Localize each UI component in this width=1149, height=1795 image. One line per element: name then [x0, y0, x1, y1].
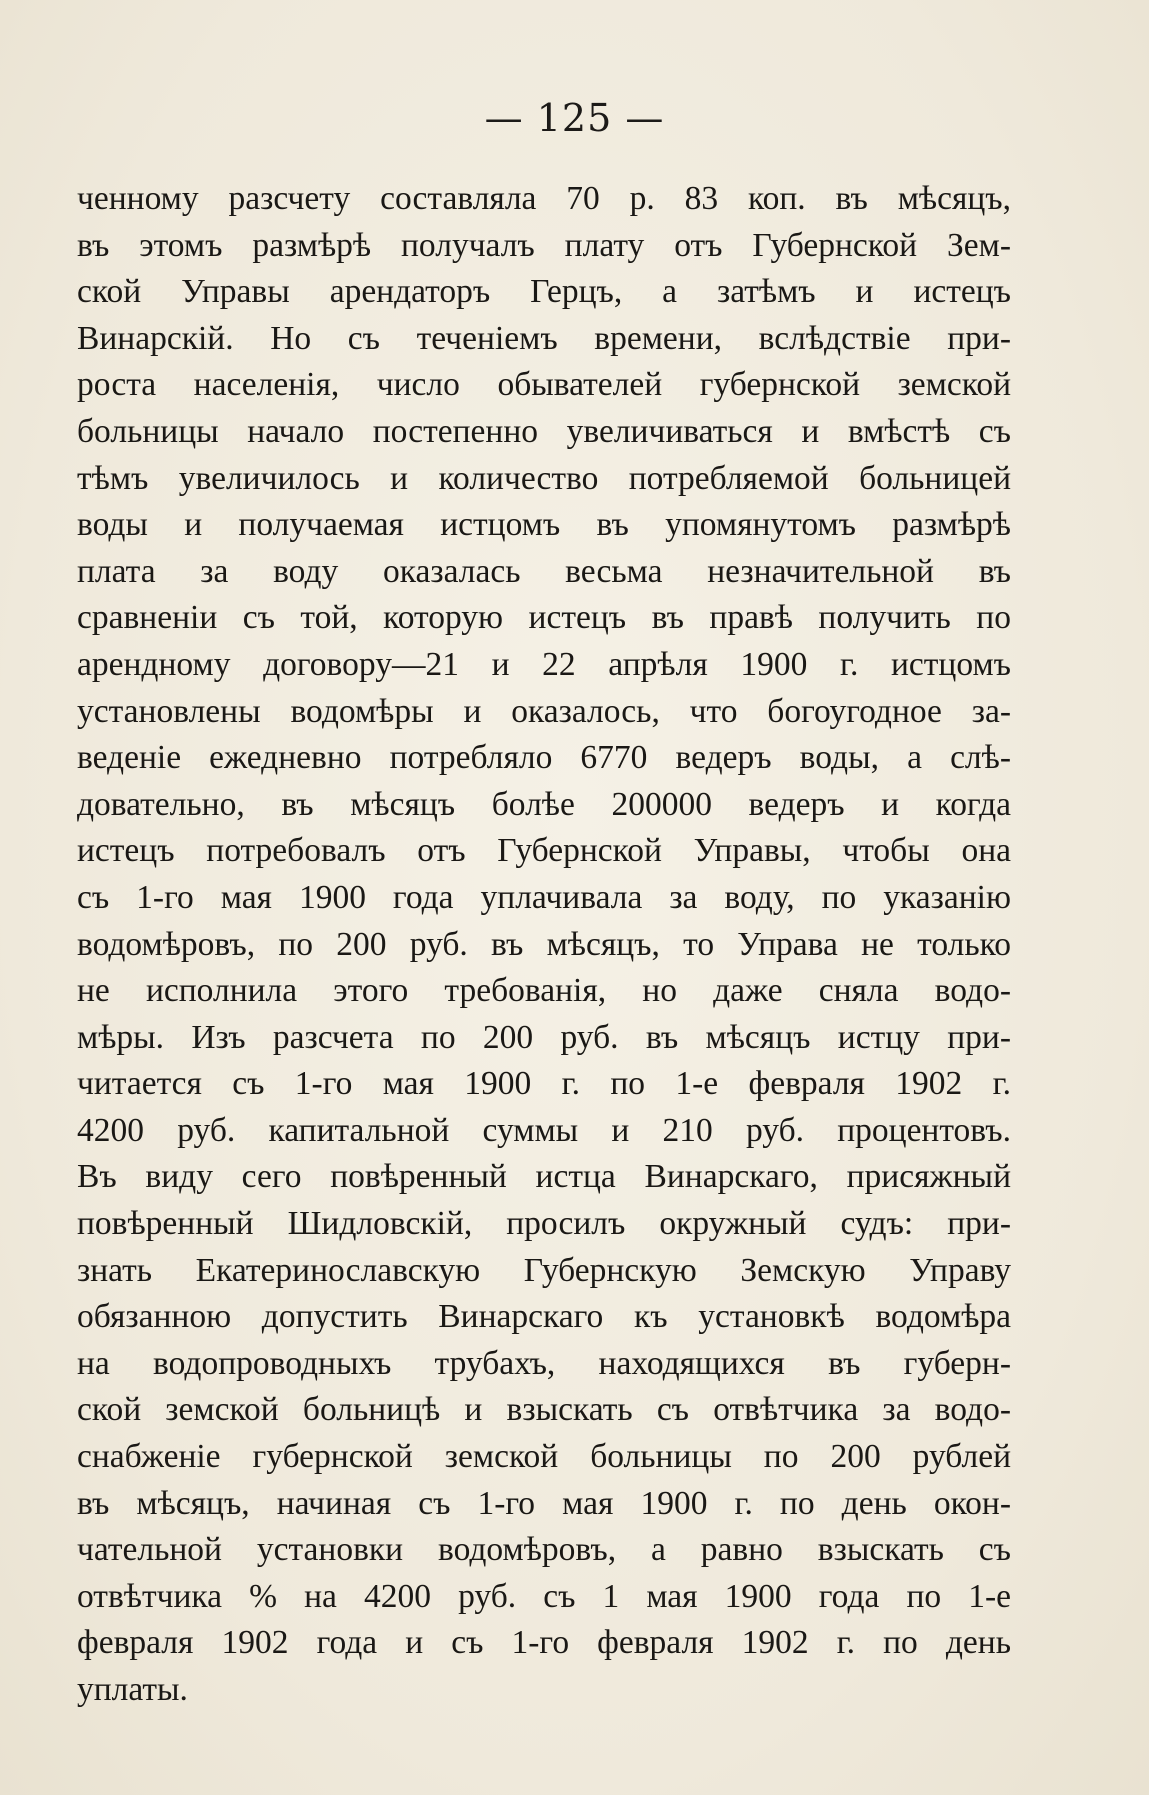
- text-line: обязанною допустить Винарскаго къ установкѣ водомѣра: [77, 1298, 1011, 1336]
- text-line: на водопроводныхъ трубахъ, находящихся въ губерн-: [77, 1344, 1011, 1382]
- text-line: снабженіе губернской земской больницы по 200 рублей: [77, 1438, 1011, 1476]
- text-line: 4200 руб. капитальной суммы и 210 руб. процентовъ.: [77, 1111, 1011, 1149]
- text-line: ской Управы арендаторъ Герцъ, а затѣмъ и истецъ: [77, 273, 1011, 311]
- text-line: арендному договору—21 и 22 апрѣля 1900 г. истцомъ: [77, 645, 1011, 683]
- text-line: февраля 1902 года и съ 1-го февраля 1902 г. по день: [77, 1624, 1011, 1662]
- text-line: водомѣровъ, по 200 руб. въ мѣсяцъ, то Управа не только: [77, 925, 1011, 963]
- text-line: Въ виду сего повѣренный истца Винарскаго, присяжный: [77, 1158, 1011, 1196]
- text-line: въ мѣсяцъ, начиная съ 1-го мая 1900 г. по день окон-: [77, 1484, 1011, 1522]
- text-line: больницы начало постепенно увеличиваться и вмѣстѣ съ: [77, 412, 1011, 450]
- text-line: установлены водомѣры и оказалось, что богоугодное за-: [77, 692, 1011, 730]
- text-line: воды и получаемая истцомъ въ упомянутомъ размѣрѣ: [77, 506, 1011, 544]
- text-line: чательной установки водомѣровъ, а равно взыскать съ: [77, 1531, 1011, 1569]
- text-line: сравненіи съ той, которую истецъ въ правѣ получить по: [77, 599, 1011, 637]
- page-number: — 125 —: [484, 96, 665, 140]
- text-line: въ этомъ размѣрѣ получалъ плату отъ Губернской Зем-: [77, 226, 1011, 264]
- text-line: истецъ потребовалъ отъ Губернской Управы, чтобы она: [77, 832, 1011, 870]
- text-line: веденіе ежедневно потребляло 6770 ведеръ воды, а слѣ-: [77, 739, 1011, 777]
- text-line: довательно, въ мѣсяцъ болѣе 200000 ведеръ и когда: [77, 785, 1011, 823]
- text-line: мѣры. Изъ разсчета по 200 руб. въ мѣсяцъ истцу при-: [77, 1018, 1011, 1056]
- text-line: плата за воду оказалась весьма незначительной въ: [77, 552, 1011, 590]
- text-line: роста населенія, число обывателей губернской земской: [77, 366, 1011, 404]
- text-line: повѣренный Шидловскій, просилъ окружный судъ: при-: [77, 1205, 1011, 1243]
- text-line: уплаты.: [77, 1671, 188, 1708]
- text-line: ченному разсчету составляла 70 р. 83 коп. въ мѣсяцъ,: [77, 180, 1011, 217]
- text-line: тѣмъ увеличилось и количество потребляемой больницей: [77, 459, 1011, 497]
- body-text: [77, 176, 1011, 1714]
- text-line: читается съ 1-го мая 1900 г. по 1-е февраля 1902 г.: [77, 1065, 1011, 1103]
- text-line: не исполнила этого требованія, но даже сняла водо-: [77, 972, 1011, 1010]
- text-line: Винарскій. Но съ теченіемъ времени, вслѣдствіе при-: [77, 319, 1011, 357]
- text-line: отвѣтчика % на 4200 руб. съ 1 мая 1900 года по 1-е: [77, 1577, 1011, 1615]
- text-line: съ 1-го мая 1900 года уплачивала за воду, по указанію: [77, 878, 1011, 916]
- text-line: знать Екатеринославскую Губернскую Земскую Управу: [77, 1251, 1011, 1289]
- text-line: ской земской больницѣ и взыскать съ отвѣтчика за водо-: [77, 1391, 1011, 1429]
